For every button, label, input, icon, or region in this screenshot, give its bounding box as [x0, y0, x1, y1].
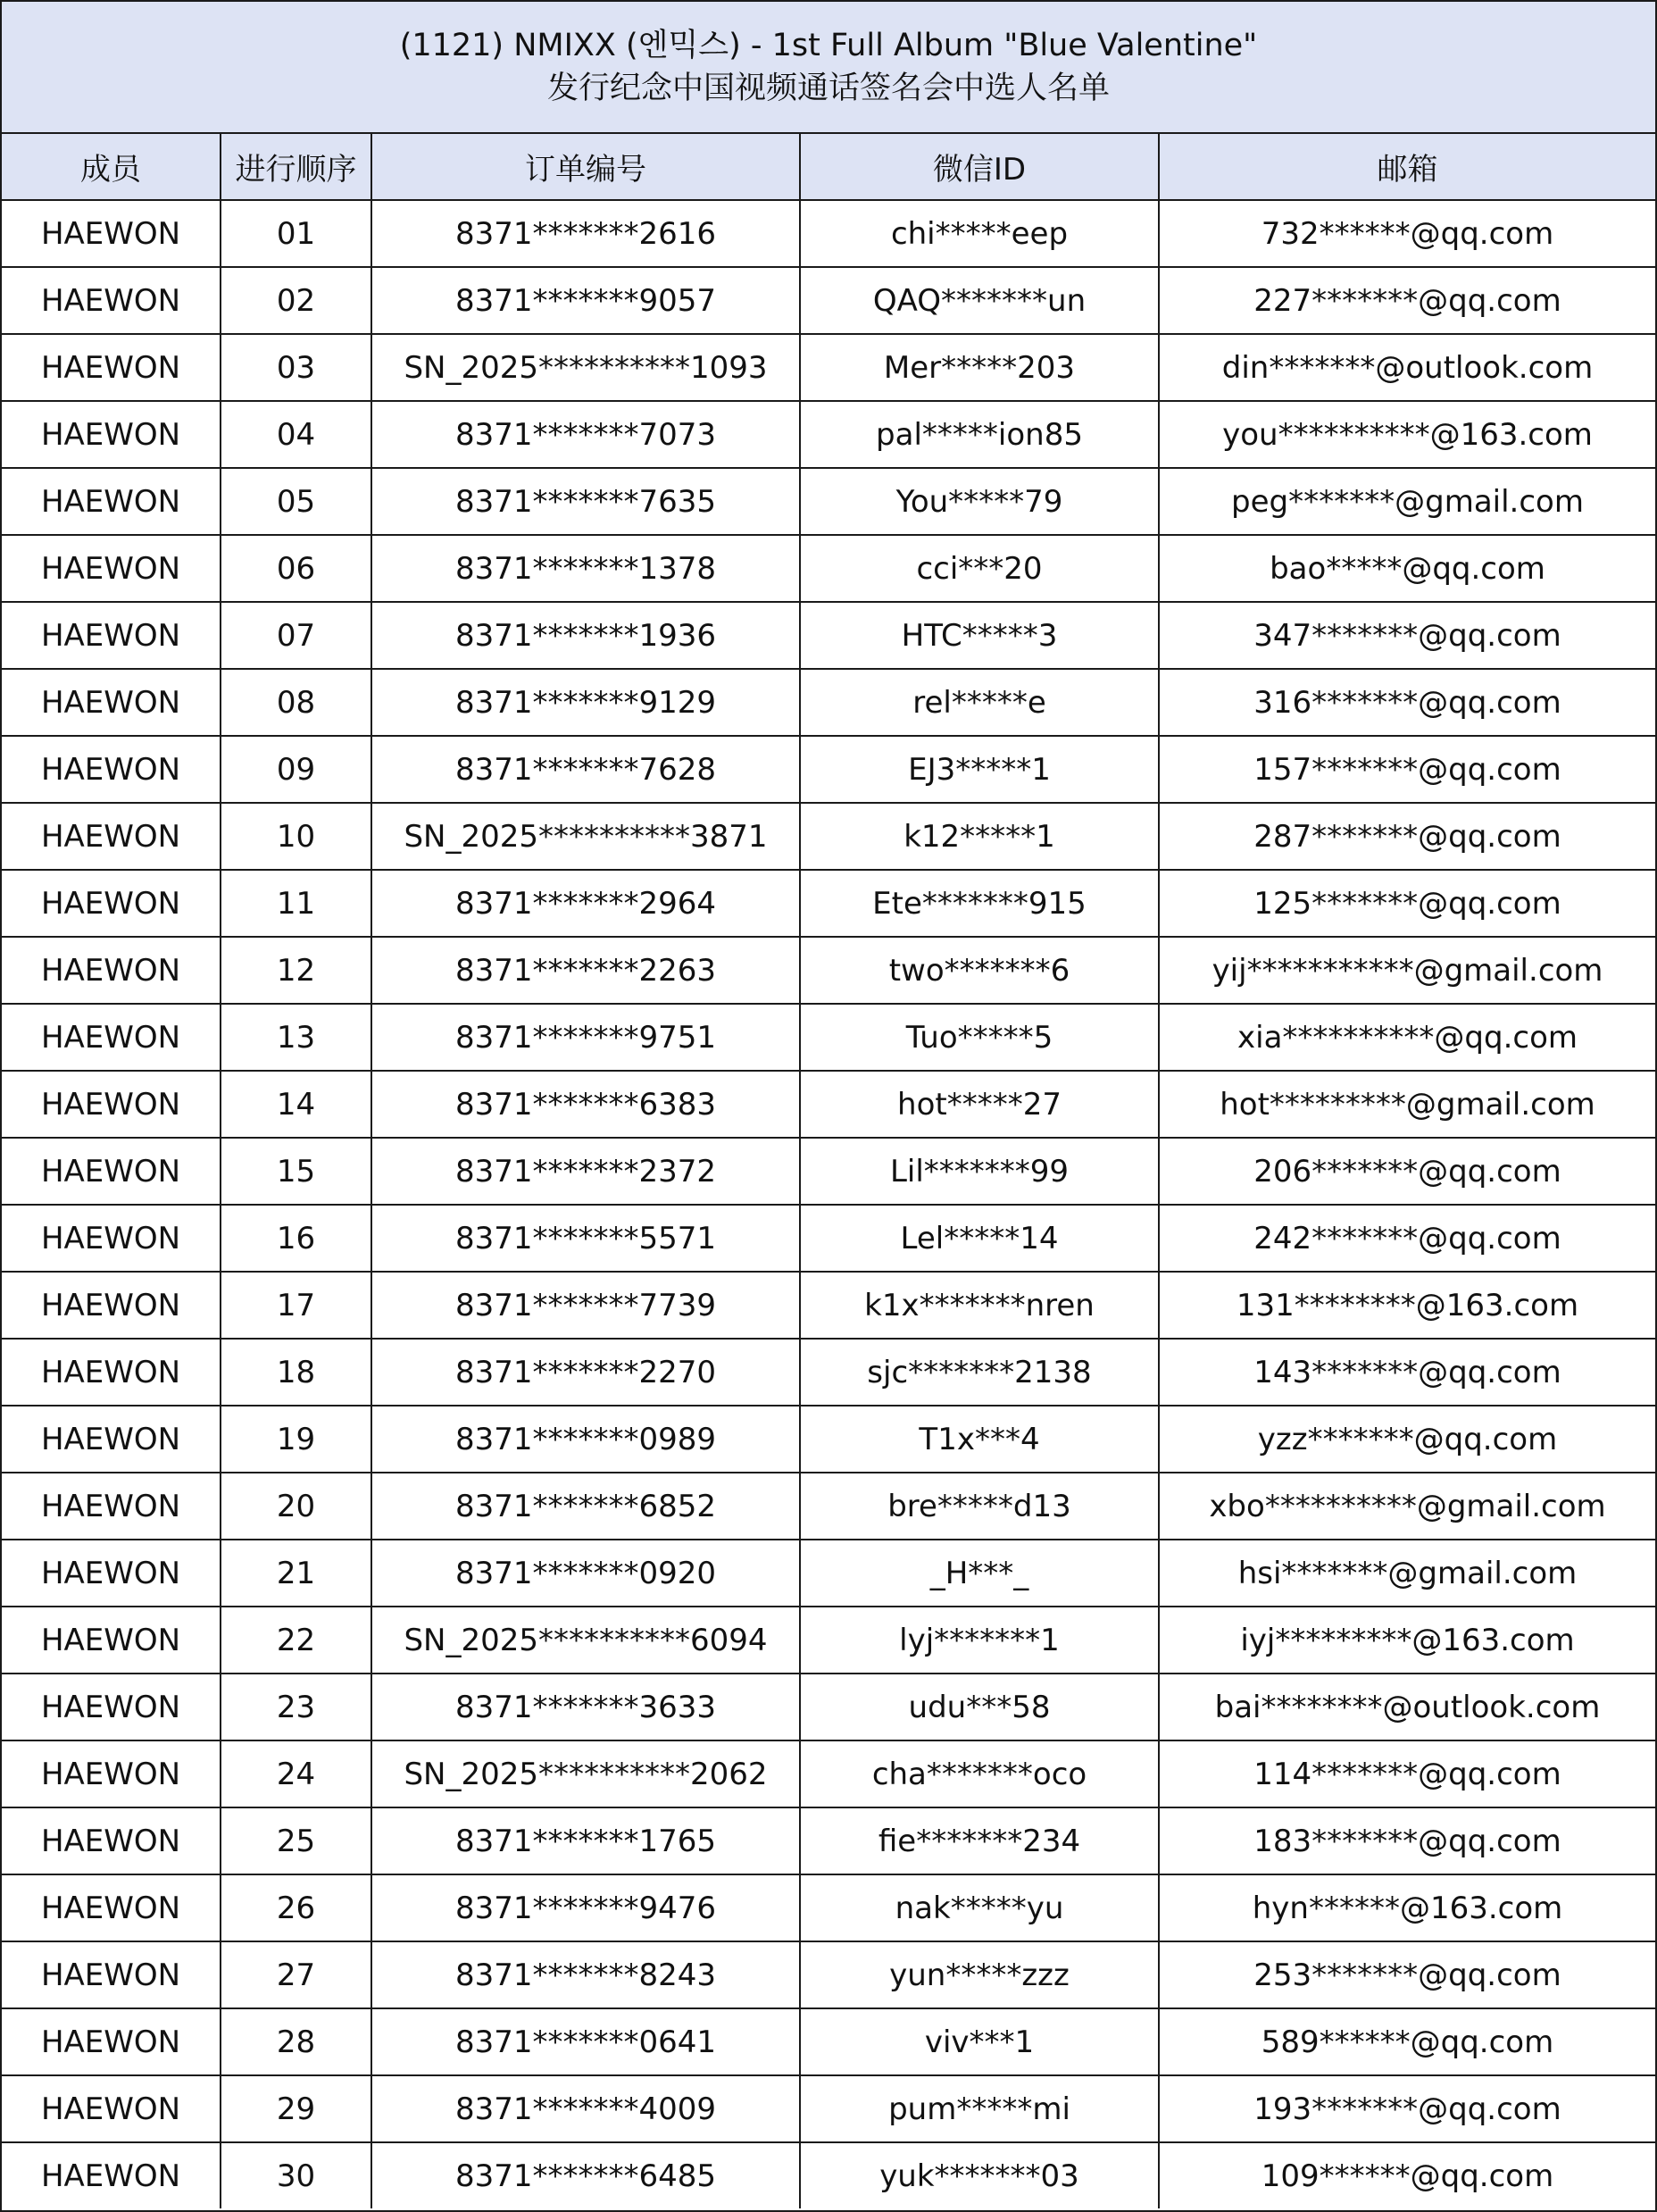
cell-wechat-id: Tuo*****5 [800, 1004, 1159, 1071]
cell-email: 125*******@qq.com [1159, 870, 1655, 937]
table-row [2, 669, 1655, 736]
table-row [2, 1740, 1655, 1807]
table-row [2, 803, 1655, 870]
table-row [2, 401, 1655, 468]
cell-wechat-id: k1x*******nren [800, 1272, 1159, 1339]
cell-order: 10 [221, 803, 371, 870]
table-row [2, 1339, 1655, 1406]
table-row [2, 1473, 1655, 1540]
cell-order-number: SN_2025**********1093 [371, 334, 800, 401]
cell-member: HAEWON [2, 1473, 221, 1540]
cell-order: 16 [221, 1205, 371, 1272]
cell-member: HAEWON [2, 1004, 221, 1071]
cell-order-number: 8371*******9476 [371, 1874, 800, 1941]
cell-wechat-id: HTC*****3 [800, 602, 1159, 669]
cell-wechat-id: nak*****yu [800, 1874, 1159, 1941]
cell-order-number: 8371*******0989 [371, 1406, 800, 1473]
cell-member: HAEWON [2, 803, 221, 870]
table-row [2, 1807, 1655, 1874]
cell-email: 143*******@qq.com [1159, 1339, 1655, 1406]
cell-order-number: 8371*******2263 [371, 937, 800, 1004]
cell-order: 05 [221, 468, 371, 535]
cell-order: 30 [221, 2142, 371, 2208]
cell-email: 109******@qq.com [1261, 2158, 1554, 2194]
table-row [2, 1071, 1655, 1138]
table-row [2, 1607, 1655, 1674]
cell-wechat-id: lyj*******1 [800, 1607, 1159, 1674]
cell-email: 206*******@qq.com [1159, 1138, 1655, 1205]
cell-email: 131********@163.com [1159, 1272, 1655, 1339]
cell-order-number: 8371*******2616 [371, 200, 800, 267]
table-row [2, 1406, 1655, 1473]
cell-order-number: 8371*******7635 [371, 468, 800, 535]
cell-member: HAEWON [2, 1071, 221, 1138]
cell-wechat-id: yuk*******03 [800, 2142, 1159, 2208]
cell-member: HAEWON [2, 1874, 221, 1941]
cell-order-number: 8371*******9057 [371, 267, 800, 334]
table-row [2, 1674, 1655, 1740]
cell-email: 347*******@qq.com [1159, 602, 1655, 669]
cell-order: 28 [221, 2008, 371, 2075]
cell-email: yij***********@gmail.com [1159, 937, 1655, 1004]
cell-order-number: 8371*******0920 [371, 1540, 800, 1607]
cell-order: 24 [221, 1740, 371, 1807]
cell-member: HAEWON [2, 1138, 221, 1205]
cell-order-number: 8371*******1765 [371, 1807, 800, 1874]
table-row [2, 468, 1655, 535]
cell-wechat-id: _H***_ [800, 1540, 1159, 1607]
cell-order: 18 [221, 1339, 371, 1406]
cell-order: 14 [221, 1071, 371, 1138]
winner-table [2, 134, 1655, 2208]
cell-order-number: 8371*******6485 [371, 2142, 800, 2208]
cell-email: 732******@qq.com [1159, 200, 1655, 267]
cell-wechat-id: two*******6 [800, 937, 1159, 1004]
cell-order: 15 [221, 1138, 371, 1205]
cell-email: 242*******@qq.com [1159, 1205, 1655, 1272]
cell-order-number: 8371*******1378 [371, 535, 800, 602]
cell-wechat-id: fie*******234 [800, 1807, 1159, 1874]
header-wechat-id: 微信ID [800, 134, 1159, 200]
cell-wechat-id: chi*****eep [800, 200, 1159, 267]
table-row [2, 602, 1655, 669]
title-line-1: (1121) NMIXX (엔믹스) - 1st Full Album "Blue Valentine" [399, 28, 1258, 63]
cell-wechat-id: k12*****1 [800, 803, 1159, 870]
table-row [2, 2008, 1655, 2075]
cell-order-number: 8371*******7739 [371, 1272, 800, 1339]
cell-wechat-id: cci***20 [800, 535, 1159, 602]
cell-order-number: 8371*******7628 [371, 736, 800, 803]
cell-order-number: 8371*******9129 [371, 669, 800, 736]
cell-wechat-id: bre*****d13 [800, 1473, 1159, 1540]
cell-wechat-id: Mer*****203 [800, 334, 1159, 401]
cell-member: HAEWON [2, 669, 221, 736]
cell-order-number: 8371*******3633 [371, 1674, 800, 1740]
cell-member: HAEWON [2, 2075, 221, 2142]
cell-order: 17 [221, 1272, 371, 1339]
cell-order-number: 8371*******7073 [371, 401, 800, 468]
cell-member: HAEWON [2, 1406, 221, 1473]
cell-wechat-id: yun*****zzz [800, 1941, 1159, 2008]
table-body [2, 200, 1655, 2208]
cell-order-number: 8371*******2372 [371, 1138, 800, 1205]
cell-member: HAEWON [2, 1272, 221, 1339]
table-header [2, 134, 1655, 200]
header-order-number: 订单编号 [371, 134, 800, 200]
cell-order-number: 8371*******6852 [371, 1473, 800, 1540]
cell-order-number: 8371*******5571 [371, 1205, 800, 1272]
cell-member: HAEWON [2, 535, 221, 602]
table-row [2, 1138, 1655, 1205]
cell-order: 19 [221, 1406, 371, 1473]
cell-member: HAEWON [2, 334, 221, 401]
cell-email: 253*******@qq.com [1159, 1941, 1655, 2008]
cell-member: HAEWON [2, 1205, 221, 1272]
cell-wechat-id: pum*****mi [800, 2075, 1159, 2142]
cell-order-number: SN_2025**********2062 [371, 1740, 800, 1807]
cell-order: 12 [221, 937, 371, 1004]
cell-wechat-id: pal*****ion85 [800, 401, 1159, 468]
table-row [2, 1874, 1655, 1941]
cell-order: 27 [221, 1941, 371, 2008]
header-email: 邮箱 [1159, 134, 1655, 200]
cell-order: 01 [221, 200, 371, 267]
cell-order: 11 [221, 870, 371, 937]
cell-wechat-id: Ete*******915 [800, 870, 1159, 937]
cell-member: HAEWON [2, 736, 221, 803]
table-row [2, 937, 1655, 1004]
cell-order: 03 [221, 334, 371, 401]
cell-wechat-id: sjc*******2138 [800, 1339, 1159, 1406]
table-row [2, 1941, 1655, 2008]
cell-email: peg*******@gmail.com [1159, 468, 1655, 535]
cell-order-number: 8371*******2964 [371, 870, 800, 937]
cell-member: HAEWON [2, 1607, 221, 1674]
cell-order-number: SN_2025**********3871 [371, 803, 800, 870]
cell-wechat-id: cha*******oco [800, 1740, 1159, 1807]
cell-email: bao*****@qq.com [1159, 535, 1655, 602]
cell-email: 114*******@qq.com [1159, 1740, 1655, 1807]
cell-email: hot*********@gmail.com [1159, 1071, 1655, 1138]
cell-email: bai********@outlook.com [1159, 1674, 1655, 1740]
cell-order: 22 [221, 1607, 371, 1674]
cell-member: HAEWON [2, 1339, 221, 1406]
cell-member: HAEWON [2, 1540, 221, 1607]
cell-member: HAEWON [2, 401, 221, 468]
cell-wechat-id: udu***58 [800, 1674, 1159, 1740]
table-row [2, 334, 1655, 401]
cell-wechat-id: Lel*****14 [800, 1205, 1159, 1272]
cell-order: 02 [221, 267, 371, 334]
cell-wechat-id: EJ3*****1 [800, 736, 1159, 803]
table-row [2, 2142, 1655, 2208]
cell-member: HAEWON [2, 2008, 221, 2075]
cell-order-number: 8371*******6383 [371, 1071, 800, 1138]
cell-wechat-id: T1x***4 [800, 1406, 1159, 1473]
cell-email: 183*******@qq.com [1159, 1807, 1655, 1874]
title-block [2, 2, 1655, 134]
cell-email: iyj*********@163.com [1159, 1607, 1655, 1674]
cell-member: HAEWON [2, 1941, 221, 2008]
title-line-2: 发行纪念中国视频通话签名会中选人名单 [546, 71, 1110, 106]
cell-order-number: 8371*******8243 [371, 1941, 800, 2008]
cell-member: HAEWON [2, 870, 221, 937]
cell-member: HAEWON [2, 200, 221, 267]
cell-order-number: SN_2025**********6094 [371, 1607, 800, 1674]
cell-order-number: 8371*******0641 [371, 2008, 800, 2075]
table-row [2, 267, 1655, 334]
cell-email: 316*******@qq.com [1159, 669, 1655, 736]
cell-member: HAEWON [2, 602, 221, 669]
cell-order: 04 [221, 401, 371, 468]
cell-wechat-id: QAQ*******un [800, 267, 1159, 334]
cell-member: HAEWON [2, 1674, 221, 1740]
cell-order: 29 [221, 2075, 371, 2142]
cell-wechat-id: hot*****27 [800, 1071, 1159, 1138]
cell-wechat-id: Lil*******99 [800, 1138, 1159, 1205]
cell-order: 08 [221, 669, 371, 736]
cell-email: you**********@163.com [1159, 401, 1655, 468]
cell-email: 157*******@qq.com [1159, 736, 1655, 803]
cell-member: HAEWON [2, 1740, 221, 1807]
header-row [2, 134, 1655, 200]
cell-member: HAEWON [2, 937, 221, 1004]
cell-email: hsi*******@gmail.com [1159, 1540, 1655, 1607]
cell-member: HAEWON [2, 267, 221, 334]
table-row [2, 2075, 1655, 2142]
cell-wechat-id: rel*****e [800, 669, 1159, 736]
cell-order: 06 [221, 535, 371, 602]
cell-order-number: 8371*******1936 [371, 602, 800, 669]
cell-member: HAEWON [2, 468, 221, 535]
header-order: 进行顺序 [221, 134, 371, 200]
table-row [2, 200, 1655, 267]
cell-order: 09 [221, 736, 371, 803]
header-member: 成员 [2, 134, 221, 200]
table-row [2, 736, 1655, 803]
table-row [2, 1540, 1655, 1607]
table-row [2, 1004, 1655, 1071]
cell-order: 23 [221, 1674, 371, 1740]
cell-email: 227*******@qq.com [1159, 267, 1655, 334]
cell-order: 26 [221, 1874, 371, 1941]
cell-member: HAEWON [2, 2142, 221, 2208]
cell-order-number: 8371*******9751 [371, 1004, 800, 1071]
cell-order: 21 [221, 1540, 371, 1607]
cell-email: 193*******@qq.com [1159, 2075, 1655, 2142]
cell-order: 07 [221, 602, 371, 669]
table-row [2, 535, 1655, 602]
cell-email: 287*******@qq.com [1159, 803, 1655, 870]
cell-order-number: 8371*******2270 [371, 1339, 800, 1406]
table-row [2, 1272, 1655, 1339]
cell-order: 13 [221, 1004, 371, 1071]
cell-order-number: 8371*******4009 [371, 2075, 800, 2142]
cell-order: 20 [221, 1473, 371, 1540]
cell-email: xia**********@qq.com [1159, 1004, 1655, 1071]
cell-member: HAEWON [2, 1807, 221, 1874]
cell-email: yzz*******@qq.com [1159, 1406, 1655, 1473]
table-row [2, 870, 1655, 937]
cell-wechat-id: viv***1 [800, 2008, 1159, 2075]
cell-order: 25 [221, 1807, 371, 1874]
cell-email: din*******@outlook.com [1159, 334, 1655, 401]
cell-email: hyn******@163.com [1159, 1874, 1655, 1941]
table-row [2, 1205, 1655, 1272]
cell-email: xbo**********@gmail.com [1159, 1473, 1655, 1540]
cell-email: 589******@qq.com [1159, 2008, 1655, 2075]
cell-wechat-id: You*****79 [800, 468, 1159, 535]
